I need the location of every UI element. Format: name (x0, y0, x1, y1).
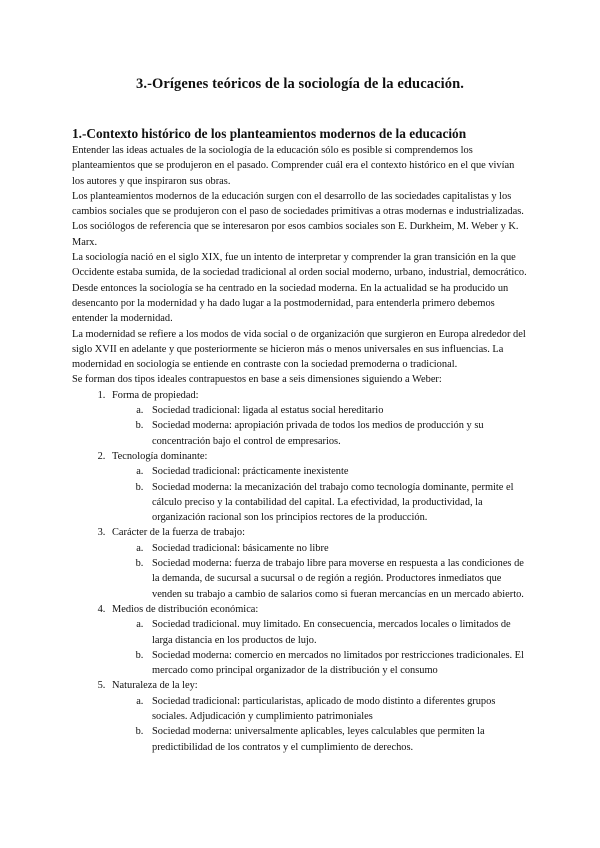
body-paragraph: Entender las ideas actuales de la sociología de la educación sólo es posible si comprendemos los planteamientos que se produjeron en el pasado. Comprender cuál era el contexto histórico en el que vivían los autores y que inspiraron sus obras. (72, 145, 515, 187)
dimension-label: Medios de distribución económica: (112, 603, 259, 615)
dimension-label: Carácter de la fuerza de trabajo: (112, 527, 245, 539)
dimensions-list (72, 388, 528, 755)
dimension-label: Forma de propiedad: (112, 389, 199, 401)
dimension-sublist (112, 617, 528, 678)
body-paragraph: Los planteamientos modernos de la educación surgen con el desarrollo de las sociedades capitalistas y los cambios sociales que se produjeron con el paso de sociedades primitivas a otras modernas e industrializadas. (72, 190, 524, 218)
dimension-label: Tecnología dominante: (112, 450, 208, 462)
dimension-subitem: a. Sociedad tradicional: básicamente no libre (146, 541, 528, 556)
dimension-sublist (112, 541, 528, 602)
dimension-subitem: b. Sociedad moderna: universalmente aplicables, leyes calculables que permiten la predictibilidad de los contratos y el cumplimiento de derechos. (146, 724, 528, 755)
dimension-subitem: a. Sociedad tradicional. muy limitado. En consecuencia, mercados locales o limitados de larga distancia en los productos de lujo. (146, 617, 528, 648)
dimension-subitem: b. Sociedad moderna: comercio en mercados no limitados por restricciones tradicionales. El mercado como principal organizador de la distribución y el consumo (146, 648, 528, 679)
dimension-subitem: a. Sociedad tradicional: prácticamente inexistente (146, 464, 528, 479)
section-heading: 1.-Contexto histórico de los planteamientos modernos de la educación (72, 126, 467, 141)
dimension-sublist (112, 464, 528, 525)
body-paragraph: Los sociólogos de referencia que se interesaron por esos cambios sociales son E. Durkheim, M. Weber y K. Marx. (72, 221, 519, 248)
dimension-subitem: b. Sociedad moderna: fuerza de trabajo libre para moverse en respuesta a las condiciones de la demanda, de sucursal a sucursal o de región a región. Productores inmediatos que venden su trabajo a cambio de salarios como si fueran mercancías en un mercado abierto. (146, 556, 528, 602)
document-title: 3.-Orígenes teóricos de la sociología de la educación. (136, 76, 464, 92)
dimension-subitem: a. Sociedad tradicional: particularistas, aplicado de modo distinto a diferentes grupos sociales. Adjudicación y cumplimiento patrimoniales (146, 694, 528, 725)
body-paragraph: Se forman dos tipos ideales contrapuestos en base a seis dimensiones siguiendo a Weber: (72, 374, 442, 386)
dimension-item (108, 602, 528, 678)
dimension-item (108, 525, 528, 601)
dimension-subitem: b. Sociedad moderna: apropiación privada de todos los medios de producción y su concentración bajo el control de empresarios. (146, 418, 528, 449)
body-paragraph: La sociología nació en el siglo XIX, fue un intento de interpretar y comprender la gran transición en la que Occidente estaba sumida, de la sociedad tradicional al orden social moderno, urbano, industrial, democrático. Desde entonces la sociología se ha centrado en la sociedad moderna. En la actualidad se ha producido un desencanto por la modernidad y ha dado lugar a la postmodernidad, para entenderla primero debemos entender la modernidad. (72, 252, 527, 325)
document-body (72, 143, 528, 755)
dimension-sublist (112, 694, 528, 755)
dimension-item (108, 449, 528, 525)
dimension-item (108, 678, 528, 754)
dimension-item (108, 388, 528, 449)
dimension-sublist (112, 403, 528, 449)
dimension-label: Naturaleza de la ley: (112, 680, 198, 692)
dimension-subitem: b. Sociedad moderna: la mecanización del trabajo como tecnología dominante, permite el cálculo preciso y la contabilidad del capital. La efectividad, la productividad, la organización racional son los principios rectores de la producción. (146, 480, 528, 526)
dimension-subitem: a. Sociedad tradicional: ligada al estatus social hereditario (146, 403, 528, 418)
body-paragraph: La modernidad se refiere a los modos de vida social o de organización que surgieron en Europa alrededor del siglo XVII en adelante y que posteriormente se hicieron más o menos universales en sus influencias. La modernidad en sociología se entiende en contraste con la sociedad premoderna o tradicional. (72, 328, 526, 371)
